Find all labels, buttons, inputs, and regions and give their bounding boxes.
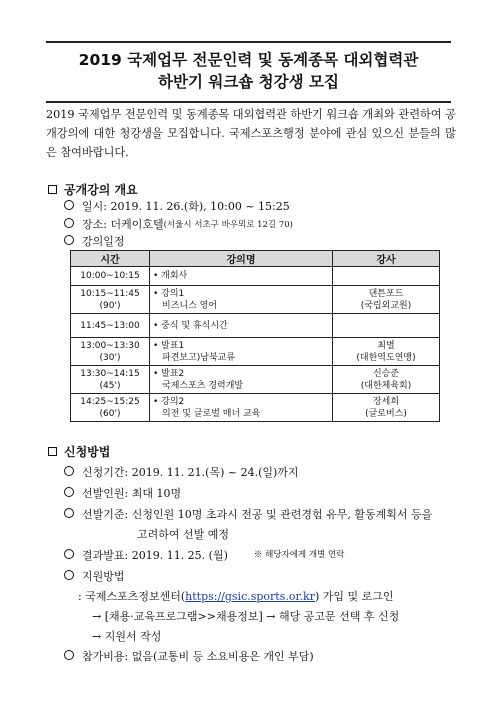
- speaker-name: 신승준: [372, 368, 400, 379]
- cell-lecture: [150, 286, 333, 314]
- method-step1: [78, 588, 394, 604]
- table-row: [71, 286, 440, 314]
- table-row: [71, 267, 440, 286]
- speaker-org: (글로버스): [365, 408, 407, 419]
- cell-lecture: [150, 338, 333, 366]
- apply-result: [64, 547, 344, 563]
- overview-place: [64, 216, 293, 232]
- time-text: 10:15~11:45: [80, 288, 140, 299]
- table-row: [71, 366, 440, 394]
- cell-lecture: [150, 314, 333, 338]
- circle-bullet-icon: [64, 200, 74, 210]
- time-text: 10:00~10:15: [80, 271, 140, 281]
- gsic-link[interactable]: https://gsic.sports.or.kr: [185, 590, 315, 603]
- square-bullet-icon: [48, 447, 57, 456]
- time-text: 11:45~13:00: [80, 320, 140, 331]
- intro-paragraph: 2019 국제업무 전문인력 및 동계종목 대외협력관 하반기 워크숍 개최와 관련하여 공개강의에 대한 청강생을 모집합니다. 국제스포츠행정 분야에 관심 있으신 분들의 많은 참여바랍니다.: [46, 108, 456, 159]
- method-step2: → [채용·교육프로그램>>채용정보] → 해당 공고문 선택 후 신청: [92, 610, 400, 623]
- cell-speaker: [333, 286, 440, 314]
- cell-time: [71, 286, 150, 314]
- title-box: [46, 41, 451, 103]
- circle-bullet-icon: [64, 466, 74, 476]
- apply-period: [64, 464, 299, 480]
- cell-time: [71, 338, 150, 366]
- speaker-org: (대한역도연맹): [356, 352, 416, 363]
- lecture-subtitle: 파견보고)남북교류: [162, 352, 236, 363]
- table-row: [71, 394, 440, 422]
- cell-speaker: [333, 338, 440, 366]
- circle-bullet-icon: [64, 570, 74, 580]
- cell-speaker: [333, 366, 440, 394]
- time-text: 13:30~14:15: [80, 368, 140, 379]
- quota-text: 선발인원: 최대 10명: [82, 487, 182, 500]
- cell-time: [71, 366, 150, 394]
- apply-quota: [64, 485, 181, 501]
- header-speaker: 강사: [333, 251, 440, 267]
- cell-lecture: [150, 394, 333, 422]
- table-row: [71, 314, 440, 338]
- section-heading-text: 신청방법: [64, 445, 111, 459]
- result-note: ※ 해당자에게 개별 연락: [253, 550, 345, 560]
- method-step3: → 지원서 작성: [92, 630, 162, 643]
- lecture-text: • 강의2: [153, 396, 185, 407]
- overview-date: [64, 198, 290, 214]
- cell-speaker: [333, 267, 440, 286]
- date-text: 일시: 2019. 11. 26.(화), 10:00 ~ 15:25: [82, 200, 290, 213]
- step1-suffix: ) 가입 및 로그인: [314, 590, 394, 603]
- apply-fee: [64, 648, 314, 664]
- cell-speaker: [333, 314, 440, 338]
- duration-text: (30'): [99, 352, 121, 363]
- section-heading-text: 공개강의 개요: [64, 183, 138, 197]
- cell-time: [71, 314, 150, 338]
- circle-bullet-icon: [64, 508, 74, 518]
- circle-bullet-icon: [64, 549, 74, 559]
- apply-criteria: [64, 506, 432, 522]
- cell-time: [71, 394, 150, 422]
- lecture-text: • 중식 및 휴식시간: [153, 320, 228, 331]
- period-text: 신청기간: 2019. 11. 21.(목) ~ 24.(일)까지: [82, 466, 299, 479]
- header-time: 시간: [71, 251, 150, 267]
- lecture-text: • 발표1: [153, 340, 185, 351]
- lecture-subtitle: 의전 및 글로벌 매너 교육: [162, 408, 261, 419]
- criteria-line2: 고려하여 선발 예정: [137, 528, 230, 541]
- cell-speaker: [333, 394, 440, 422]
- criteria-text: 선발기준: 신청인원 10명 초과시 전공 및 관련경험 유무, 활동계획서 등을: [82, 508, 433, 521]
- schedule-table: [70, 250, 440, 422]
- schedule-label: 강의일정: [82, 235, 125, 248]
- overview-schedule: [64, 233, 125, 249]
- duration-text: (90'): [99, 300, 121, 311]
- title-line1: 2019 국제업무 전문인력 및 동계종목 대외협력관: [78, 51, 419, 69]
- place-text: 장소: 더케이호텔: [82, 218, 164, 231]
- speaker-name: 댄튼포드: [368, 288, 404, 299]
- method-label: 지원방법: [82, 570, 125, 583]
- speaker-org: (대한체육회): [360, 380, 412, 391]
- time-text: 14:25~15:25: [80, 396, 140, 407]
- lecture-subtitle: 국제스포츠 경력개발: [162, 380, 244, 391]
- speaker-name: 최별: [377, 340, 395, 351]
- cell-lecture: [150, 366, 333, 394]
- duration-text: (45'): [99, 380, 121, 391]
- duration-text: (60'): [99, 408, 121, 419]
- fee-text: 참가비용: 없음(교통비 등 소요비용은 개인 부담): [82, 650, 314, 663]
- header-lecture: 강의명: [150, 251, 333, 267]
- cell-time: [71, 267, 150, 286]
- place-detail: (서울시 서초구 바우뫼로 12길 70): [163, 220, 293, 230]
- lecture-text: • 강의1: [153, 288, 185, 299]
- section-heading-overview: [48, 181, 138, 198]
- lecture-text: • 발표2: [153, 368, 185, 379]
- section-heading-apply: [48, 443, 110, 460]
- speaker-org: (국립외교원): [360, 300, 412, 311]
- step1-prefix: : 국제스포츠정보센터(: [78, 590, 186, 603]
- speaker-name: 장세희: [372, 396, 400, 407]
- circle-bullet-icon: [64, 235, 74, 245]
- table-header-row: [71, 251, 440, 267]
- time-text: 13:00~13:30: [80, 340, 140, 351]
- title-line2: 하반기 워크숍 청강생 모집: [158, 73, 339, 91]
- lecture-text: • 개회사: [153, 271, 188, 281]
- circle-bullet-icon: [64, 218, 74, 228]
- table-row: [71, 338, 440, 366]
- circle-bullet-icon: [64, 650, 74, 660]
- circle-bullet-icon: [64, 487, 74, 497]
- square-bullet-icon: [48, 185, 57, 194]
- cell-lecture: [150, 267, 333, 286]
- apply-method: [64, 568, 125, 584]
- result-text: 결과발표: 2019. 11. 25. (월): [82, 549, 228, 562]
- lecture-subtitle: 비즈니스 영어: [162, 300, 218, 311]
